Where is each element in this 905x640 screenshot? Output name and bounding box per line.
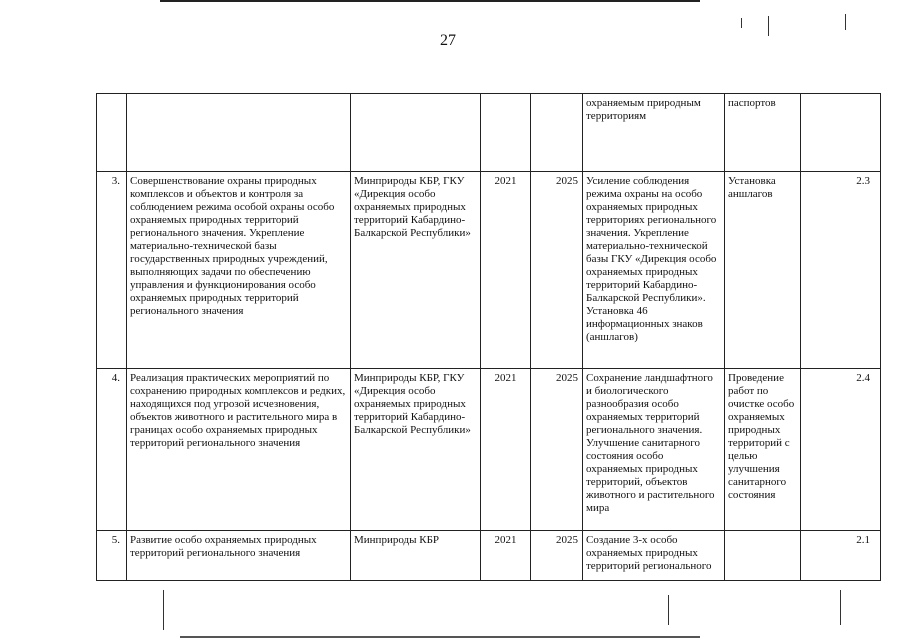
indicator: Установка аншлагов <box>725 172 801 369</box>
bottom-scan-rule <box>180 636 700 638</box>
scan-artifact <box>768 16 769 36</box>
end-year: 2025 <box>531 172 583 369</box>
end-year: 2025 <box>531 369 583 531</box>
indicator-ref: 2.3 <box>801 172 881 369</box>
indicator <box>725 531 801 581</box>
start-year: 2021 <box>481 531 531 581</box>
row-number <box>97 94 127 172</box>
expected-result: Создание 3-х особо охраняемых природных территорий регионального <box>583 531 725 581</box>
executor: Минприроды КБР, ГКУ «Дирекция особо охраняемых природных территорий Кабардино-Балкарской Республики» <box>351 369 481 531</box>
end-year <box>531 94 583 172</box>
expected-result: охраняемым природным территориям <box>583 94 725 172</box>
row-number: 4. <box>97 369 127 531</box>
scan-artifact <box>163 590 164 630</box>
activity-name: Совершенствование охраны природных комплексов и объектов и контроля за соблюдением режима особой охраны особо охраняемых природных территорий регионального значения. Укрепление материально-технической базы государственных природных учреждений, выполняющих задачи по обеспечению управления и функционирования особо охраняемых природных территорий регионального значения <box>127 172 351 369</box>
scan-artifact <box>840 590 841 625</box>
executor: Минприроды КБР, ГКУ «Дирекция особо охраняемых природных территорий Кабардино-Балкарской Республики» <box>351 172 481 369</box>
indicator-ref: 2.4 <box>801 369 881 531</box>
page-number: 27 <box>440 32 456 49</box>
executor: Минприроды КБР <box>351 531 481 581</box>
indicator-ref <box>801 94 881 172</box>
top-scan-rule <box>160 0 700 2</box>
scan-artifact <box>668 595 669 625</box>
activity-name: Реализация практических мероприятий по сохранению природных комплексов и редких, находящихся под угрозой исчезновения, объектов животного и растительного мира в границах особо охраняемых природных территорий регионального значения <box>127 369 351 531</box>
activity-name: Развитие особо охраняемых природных территорий регионального значения <box>127 531 351 581</box>
activity-name <box>127 94 351 172</box>
row-number: 3. <box>97 172 127 369</box>
scan-artifact <box>741 18 742 28</box>
indicator: Проведение работ по очистке особо охраняемых природных территорий с целью улучшения санитарного состояния <box>725 369 801 531</box>
start-year: 2021 <box>481 369 531 531</box>
indicator: паспортов <box>725 94 801 172</box>
expected-result: Усиление соблюдения режима охраны на особо охраняемых природных территориях регионального значения. Укрепление материально-технической базы ГКУ «Дирекция особо охраняемых природных территорий Кабардино-Балкарской Республики». Установка 46 информационных знаков (аншлагов) <box>583 172 725 369</box>
end-year: 2025 <box>531 531 583 581</box>
table-row <box>97 94 881 172</box>
table-row <box>97 531 881 581</box>
executor <box>351 94 481 172</box>
expected-result: Сохранение ландшафтного и биологического разнообразия особо охраняемых территорий регионального значения. Улучшение санитарного состояния особо охраняемых природных территорий, объектов животного и растительного мира <box>583 369 725 531</box>
table-row <box>97 172 881 369</box>
start-year: 2021 <box>481 172 531 369</box>
table-row <box>97 369 881 531</box>
scan-artifact <box>845 14 846 30</box>
start-year <box>481 94 531 172</box>
row-number: 5. <box>97 531 127 581</box>
indicator-ref: 2.1 <box>801 531 881 581</box>
program-activities-table <box>96 93 881 581</box>
